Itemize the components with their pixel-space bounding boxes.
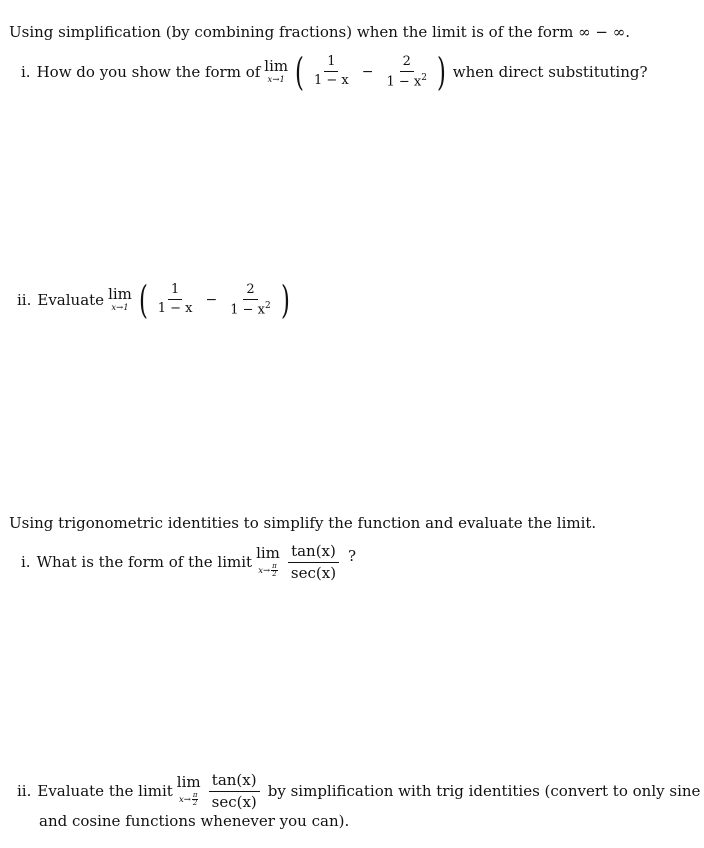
question-label: ii. [17, 781, 32, 800]
lim-subscript: x→1 [267, 75, 285, 86]
fraction-1 [155, 283, 196, 317]
right-paren: ) [280, 277, 290, 322]
question-label: i. [21, 552, 31, 571]
fraction-2-denominator: $1 - x^2$ [386, 72, 427, 90]
lim-text: lim [108, 285, 132, 304]
lim-subscript: x→ $\frac{\pi}{2}$ [178, 791, 198, 807]
question-prefix: How do you show the form of [36, 62, 261, 81]
trig-fraction [288, 543, 339, 581]
pi-over-2: $\frac{\pi}{2}$ [192, 791, 198, 807]
lim-text: lim [264, 57, 289, 76]
limit-expression [177, 772, 264, 810]
trig-fraction-denominator: sec(x) [211, 792, 257, 811]
limit-operator [108, 287, 132, 313]
fraction-2 [383, 55, 430, 90]
question-label: ii. [17, 290, 32, 309]
section2-question-2-continuation: and cosine functions whenever you can). [39, 812, 350, 830]
fraction-2 [227, 283, 274, 318]
left-paren: ( [295, 49, 304, 94]
fraction-1-denominator: 1 − x [313, 73, 349, 89]
fraction-1-numerator: 1 [324, 55, 338, 72]
left-paren: ( [138, 277, 148, 322]
fraction-2-numerator: 2 [243, 283, 257, 300]
fraction-1-numerator: 1 [168, 283, 182, 300]
fraction-2-numerator: 2 [400, 55, 414, 72]
right-paren: ) [436, 49, 446, 94]
section2-question-2 [17, 769, 700, 813]
question-suffix: ? [348, 546, 357, 565]
pi-over-2: $\frac{\pi}{2}$ [272, 562, 277, 578]
limit-operator [264, 59, 288, 85]
question-prefix: Evaluate [37, 290, 105, 309]
section2-question-1 [21, 540, 356, 584]
question-prefix: What is the form of the limit [36, 552, 253, 571]
limit-expression [256, 543, 343, 581]
fraction-1 [311, 55, 352, 89]
trig-fraction-numerator: tan(x) [288, 543, 339, 563]
lim-subscript: x→1 [111, 303, 129, 314]
section1-question-2 [17, 278, 297, 322]
limit-expression [264, 49, 448, 94]
trig-fraction-numerator: tan(x) [209, 772, 260, 792]
lim-subscript: x→ $\frac{\pi}{2}$ [258, 562, 277, 578]
limit-expression [108, 277, 292, 322]
lim-text: lim [176, 773, 201, 791]
question-prefix: Evaluate the limit [37, 781, 173, 800]
question-suffix: by simplification with trig identities (convert to only sine [267, 781, 701, 800]
fraction-2-denominator: $1 - x^2$ [230, 300, 271, 318]
minus-sign: − [361, 63, 374, 80]
limit-operator [256, 546, 280, 578]
section1-question-1 [21, 50, 648, 94]
question-suffix: when direct substituting? [452, 62, 648, 81]
section1-heading: Using simplification (by combining fractions) when the limit is of the form ∞ − ∞. [9, 23, 630, 41]
question-label: i. [21, 62, 31, 81]
minus-sign: − [205, 291, 218, 308]
limit-operator [177, 775, 201, 807]
trig-fraction [209, 772, 260, 810]
section2-heading: Using trigonometric identities to simplify the function and evaluate the limit. [9, 514, 597, 532]
lim-text: lim [256, 544, 280, 562]
fraction-1-denominator: 1 − x [157, 301, 193, 317]
trig-fraction-denominator: sec(x) [290, 563, 337, 582]
